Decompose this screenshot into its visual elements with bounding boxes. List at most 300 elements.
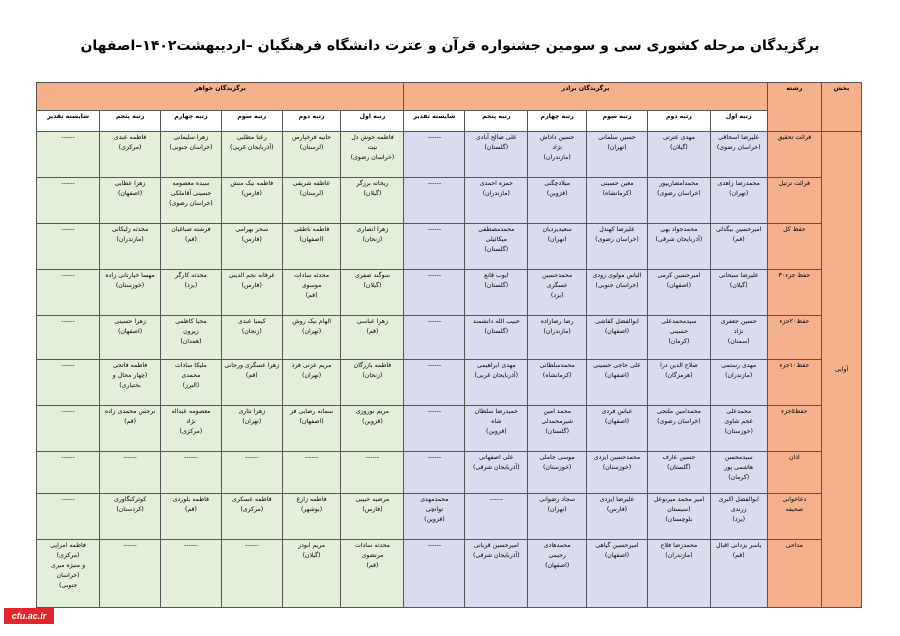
winner-line: (خراسان رضوی) (716, 144, 761, 151)
table-row (37, 360, 862, 406)
girls-winner-cell (341, 360, 404, 406)
winner-line: (گیلان) (669, 144, 688, 151)
winner-line: محمدرضا زاهدی (717, 180, 760, 187)
winner-line: کیمیا عبدی (237, 318, 266, 325)
winner-line: (مازندران) (725, 372, 753, 379)
winner-line: فرشته صباغیان (171, 226, 211, 233)
field-line: حفظ کل (783, 226, 806, 233)
winner-line: هاشمی پور (724, 464, 754, 471)
winner-line: بلوچستان) (665, 516, 693, 523)
boys-winner-cell (528, 452, 587, 494)
page-title: برگزیدگان مرحله کشوری سی و سومین جشنواره قرآن و عترت دانشگاه فرهنگیان –اردیبهشت۱۴۰۲–اصفهان (80, 38, 820, 54)
field-line: اذان (788, 454, 800, 461)
winner-line: حمزه احمدی (479, 180, 513, 187)
winner-line: مهسا خیارتانی زاده (105, 272, 155, 279)
girls-winner-cell (160, 270, 221, 316)
winner-line: (گلستان) (545, 428, 569, 435)
winner-line: محمدسلطانی (539, 362, 575, 369)
winner-line: فاطمه فاتحی (112, 362, 148, 369)
winner-line: مرضیه حبیبی (355, 496, 390, 503)
girls-winner-cell (221, 224, 282, 270)
field-cell (767, 452, 822, 494)
winner-line: مریم نوروزی (355, 408, 390, 415)
winner-line: علی صالح آبادی (475, 134, 517, 141)
winner-line: شاه (491, 418, 502, 425)
winner-line: معین حسینی (600, 180, 634, 187)
boys-rank-header: رتبه دوم (647, 111, 710, 132)
boys-winner-cell (404, 494, 465, 540)
winner-line: زهرا نثاری (238, 408, 266, 415)
winner-line: (گیلان) (363, 190, 382, 197)
boys-winner-cell (528, 494, 587, 540)
girls-rank-header: رتبه دوم (282, 111, 341, 132)
boys-winner-cell (404, 452, 465, 494)
girls-winner-cell (100, 316, 161, 360)
boys-winner-cell (404, 224, 465, 270)
winner-line: زهرا حسینی (114, 318, 146, 325)
winner-line: (خوزستان) (115, 282, 145, 289)
winner-line: (خراسان رضوی) (657, 190, 701, 197)
winner-line: (تهران) (242, 418, 262, 425)
winner-line: سحر بهرامی (235, 226, 269, 233)
table-row (37, 178, 862, 224)
winner-line: (گلستان) (484, 246, 509, 253)
winner-line: ------ (61, 454, 75, 461)
winner-line: علیرضا ایزدی (599, 496, 635, 503)
boys-winner-cell (404, 316, 465, 360)
boys-winner-cell (528, 540, 587, 608)
winner-line: امیرحسین کرمی (657, 272, 701, 279)
winner-line: سیدمحسن (724, 454, 753, 461)
girls-rank-header: رتبه سوم (221, 111, 282, 132)
girls-winner-cell (341, 224, 404, 270)
winner-line: (سمنان) (727, 338, 750, 345)
winner-line: الیاس مولوی رودی (592, 272, 642, 279)
girls-winner-cell (160, 178, 221, 224)
boys-winner-cell (710, 224, 767, 270)
winner-line: رحیمی (548, 552, 566, 559)
winner-line: ------ (61, 362, 75, 369)
winner-line: (خراسان رضوی) (169, 200, 213, 207)
winner-line: محمدمهدی (420, 496, 449, 503)
boys-winner-cell (710, 494, 767, 540)
winner-line: ------ (427, 226, 442, 233)
boys-winner-cell (528, 132, 587, 178)
section-cell: آوایی (822, 132, 862, 608)
winner-line: (همدان) (180, 338, 202, 345)
table-row (37, 494, 862, 540)
boys-winner-cell (710, 270, 767, 316)
field-line: حفظ۲۰جزء (779, 318, 810, 325)
winner-line: مرتضوی (361, 552, 384, 559)
boys-winner-cell (528, 406, 587, 452)
boys-winner-cell (710, 316, 767, 360)
winner-line: (کرمانشاه) (602, 190, 632, 197)
winner-line: ------ (123, 542, 137, 549)
girls-winner-cell (221, 406, 282, 452)
girls-winner-cell (100, 132, 161, 178)
winner-line: زهرا سلیمانی (173, 134, 209, 141)
boys-winner-cell (710, 178, 767, 224)
winner-line: محمدی (181, 372, 201, 379)
winner-line: (لرستان) (299, 190, 324, 197)
winner-line: ------ (245, 542, 259, 549)
girls-winner-cell (100, 540, 161, 608)
winner-line: سجاد رضوانی (539, 496, 576, 503)
winner-line: نژاد (733, 328, 744, 335)
winner-line: مریم عزتی فرد (291, 362, 332, 369)
winner-line: عجم شاوی (724, 418, 754, 425)
boys-winner-cell (647, 316, 710, 360)
boys-winner-cell (404, 132, 465, 178)
girls-winner-cell (282, 132, 341, 178)
boys-rank-header: رتبه اول (710, 111, 767, 132)
girls-winner-cell (37, 132, 100, 178)
boys-winner-cell (465, 360, 528, 406)
winner-line: محمدهادی (543, 542, 571, 549)
girls-winner-cell (100, 270, 161, 316)
winner-line: (قم) (245, 372, 258, 379)
winner-line: صلاح الدین درا (660, 362, 698, 369)
winner-line: ------ (245, 454, 259, 461)
table-row (37, 132, 862, 178)
winner-line: ------ (427, 134, 442, 141)
table-row (37, 406, 862, 452)
winner-line: محمدامضاریپور (659, 180, 699, 187)
winner-line: (کردستان) (116, 506, 144, 513)
winner-line: علیرضا کهندل (599, 226, 635, 233)
boys-winner-cell (404, 360, 465, 406)
boys-winner-cell (465, 540, 528, 608)
winner-line: (اصفهان) (666, 282, 692, 289)
boys-winner-cell (647, 452, 710, 494)
winner-line: محمدحسین (542, 272, 573, 279)
winner-line: (قم) (732, 236, 745, 243)
boys-winner-cell (528, 224, 587, 270)
winner-line: (مازندران) (482, 190, 510, 197)
winner-line: امیرحسین قربانی (473, 542, 519, 549)
winner-line: (مازندران) (543, 328, 571, 335)
girls-winner-cell (341, 316, 404, 360)
boys-winner-cell (710, 452, 767, 494)
girls-winner-cell (160, 224, 221, 270)
winner-line: ------ (427, 454, 442, 461)
winner-line: (کرمانشاه) (542, 372, 572, 379)
winner-line: رعنا مطلبی (236, 134, 267, 141)
winner-line: نژاد (186, 418, 196, 425)
winner-line: علیرضا اسحاقی (718, 134, 760, 141)
girls-winner-cell (282, 406, 341, 452)
boys-winner-cell (528, 178, 587, 224)
winner-line: مهدی ابراهیمی (476, 362, 516, 369)
girls-winner-cell (100, 360, 161, 406)
girls-winner-cell (221, 360, 282, 406)
winner-line: نژاد (552, 144, 562, 151)
girls-winner-cell (160, 316, 221, 360)
girls-winner-cell (160, 452, 221, 494)
girls-winner-cell (160, 540, 221, 608)
girls-winner-cell (100, 452, 161, 494)
winner-line: حسین سلمانی (598, 134, 636, 141)
girls-winner-cell (100, 406, 161, 452)
winner-line: علیرضا سبحانی (718, 272, 759, 279)
winner-line: (مرکزی) (118, 144, 142, 151)
girls-winner-cell (100, 178, 161, 224)
winner-line: فاطمه بازرگان (353, 362, 392, 369)
winner-line: (کرمان) (728, 474, 750, 481)
winner-line: (تهران) (302, 328, 322, 335)
winner-line: (خراسان رضوی) (595, 236, 639, 243)
boys-winner-cell (647, 540, 710, 608)
boys-winner-cell (404, 540, 465, 608)
winner-line: ------ (61, 318, 75, 325)
girls-winner-cell (160, 360, 221, 406)
winner-line: محمدامین ملتجی (656, 408, 701, 415)
winner-line: (فارس) (241, 236, 262, 243)
winner-line: امیر محمد میرنوعل (653, 496, 705, 503)
girls-winner-cell (221, 540, 282, 608)
winner-line: زهرا انصاری (356, 226, 389, 233)
winner-line: (قم) (184, 236, 197, 243)
winner-line: حسینی آقاملکی (170, 190, 212, 197)
boys-winner-cell (465, 132, 528, 178)
winner-line: (خوزستان) (543, 464, 572, 471)
winner-line: ------ (427, 272, 442, 279)
girls-winner-cell (221, 270, 282, 316)
girls-winner-cell (100, 494, 161, 540)
winner-line: حسین عارف (662, 454, 696, 461)
winner-line: ------ (304, 454, 319, 461)
girls-winner-cell (282, 316, 341, 360)
winner-line: (آذربایجان شرقی) (655, 236, 703, 243)
winner-line: (اصفهان) (604, 552, 630, 559)
winner-line: حسین جعفری (720, 318, 757, 325)
winner-line: (گیلان) (363, 282, 382, 289)
winner-line: ------ (184, 454, 198, 461)
winner-line: (لرستان) (299, 144, 324, 151)
field-cell (767, 316, 822, 360)
boys-winner-cell (647, 406, 710, 452)
winner-line: زهرا عسگری ورجانی (224, 362, 280, 369)
boys-winner-cell (647, 494, 710, 540)
winner-line: فاطمه عسکری (232, 496, 272, 503)
header-field: رشته (767, 83, 822, 132)
girls-winner-cell (160, 494, 221, 540)
winner-line: (فارس) (606, 506, 628, 513)
girls-winner-cell (221, 132, 282, 178)
winner-line: نیت (367, 144, 378, 151)
winner-line: محمدرضا فلاح (660, 542, 698, 549)
boys-winner-cell (587, 132, 648, 178)
winner-line: (یزد) (184, 282, 198, 289)
field-cell (767, 406, 822, 452)
winner-line: (گلستان) (484, 144, 509, 151)
boys-winner-cell (587, 224, 648, 270)
boys-rank-header: شایسته تقدیر (404, 111, 465, 132)
winner-line: (قزوین) (362, 418, 383, 425)
winner-line: موسوی (301, 282, 322, 289)
winner-line: الهام نیک روش (292, 318, 331, 325)
header-girls: برگزیدگان خواهر (37, 83, 404, 111)
winner-line: (کرمان) (668, 338, 690, 345)
boys-winner-cell (404, 270, 465, 316)
winner-line: توانچی (425, 506, 444, 513)
winner-line: زهرا عطایی (114, 180, 146, 187)
winner-line: نرجس محمدی زاده (104, 408, 156, 415)
winner-line: ------ (123, 454, 137, 461)
girls-winner-cell (37, 270, 100, 316)
winner-line: (اصفهان) (545, 562, 570, 569)
winner-line: (خراسان رضوی) (657, 418, 701, 425)
winner-line: (تهران) (729, 190, 749, 197)
winner-line: زهرا عباسی (356, 318, 389, 325)
winner-line: (البرز) (182, 382, 200, 389)
header-section: بخش (822, 83, 862, 132)
field-line: حفظ جزء۳۰ (778, 272, 811, 279)
winner-line: (گلستان) (484, 328, 509, 335)
winner-line: حسین داداش (539, 134, 575, 141)
winner-line: (خراسان جنوبی) (595, 282, 639, 289)
winner-line: محمدجواد بهی (660, 226, 698, 233)
boys-winner-cell (528, 316, 587, 360)
winner-line: عباس فردی (601, 408, 633, 415)
winner-line: عسگری (546, 282, 568, 289)
winner-line: (آذربایجان غربی) (474, 372, 519, 379)
girls-rank-header: شایسته تقدیر (37, 111, 100, 132)
boys-winner-cell (404, 406, 465, 452)
winner-line: علی حاجی حسینی (593, 362, 641, 369)
winner-line: موسی جاملی (539, 454, 575, 461)
winner-line: عاطفه شریفی (292, 180, 331, 187)
winner-line: (قزوین) (546, 190, 568, 197)
girls-winner-cell (37, 540, 100, 608)
winner-line: (خوزستان) (602, 464, 632, 471)
winner-line: ------ (427, 408, 442, 415)
boys-winner-cell (710, 132, 767, 178)
winner-line: (مازندران) (116, 236, 144, 243)
winner-line: محمد امین (543, 408, 572, 415)
winner-line: (اصفهان) (299, 418, 324, 425)
field-cell (767, 224, 822, 270)
winner-line: (گیلان) (729, 282, 748, 289)
winner-line: سعیدیزدیان (542, 226, 572, 233)
girls-winner-cell (37, 406, 100, 452)
winner-line: (قم) (124, 418, 136, 425)
winner-line: ------ (61, 180, 75, 187)
girls-winner-cell (37, 178, 100, 224)
boys-winner-cell (647, 270, 710, 316)
boys-winner-cell (647, 224, 710, 270)
winner-line: (اصفهان) (117, 190, 143, 197)
winner-line: (مازندران) (665, 552, 693, 559)
girls-winner-cell (37, 316, 100, 360)
winner-line: (قم) (366, 562, 379, 569)
winner-line: (خوزستان) (724, 428, 753, 435)
girls-winner-cell (221, 316, 282, 360)
girls-winner-cell (341, 178, 404, 224)
field-line: حفظ۵جزء (781, 408, 808, 415)
winner-line: ایوب قانع (484, 272, 509, 279)
winner-line: ------ (427, 362, 442, 369)
field-cell (767, 178, 822, 224)
winner-line: محیا کاظمی (175, 318, 207, 325)
winner-line: (اصفهان) (299, 236, 324, 243)
winner-line: محمدحسین ایزدی (593, 454, 641, 461)
winner-line: (گیلان) (302, 552, 321, 559)
field-line: حفظ۱۰جزء (779, 362, 810, 369)
boys-winner-cell (710, 540, 767, 608)
winner-line: ------ (61, 272, 75, 279)
girls-winner-cell (282, 452, 341, 494)
girls-winner-cell (282, 494, 341, 540)
winner-line: (آذربایجان شرقی) (472, 464, 520, 471)
boys-winner-cell (465, 270, 528, 316)
girls-winner-cell (282, 224, 341, 270)
boys-winner-cell (465, 406, 528, 452)
winner-line: حانیه فرخپارس (292, 134, 332, 141)
winner-line: ابوالفضل اکبری (718, 496, 759, 503)
winner-line: (اصفهان) (604, 328, 630, 335)
boys-winner-cell (465, 452, 528, 494)
table-row (37, 452, 862, 494)
winner-line: (خراسان جنوبی) (169, 144, 213, 151)
winner-line: فاطمه نیک منش (230, 180, 274, 187)
girls-winner-cell (221, 452, 282, 494)
winner-line: (تهران) (302, 372, 322, 379)
boys-winner-cell (647, 132, 710, 178)
girls-winner-cell (282, 360, 341, 406)
winner-line: (اصفهان) (117, 328, 143, 335)
winner-line: زیرون (183, 328, 199, 335)
field-line: دعاخوانی (782, 496, 807, 503)
girls-rank-header: رتبه پنجم (100, 111, 161, 132)
boys-winner-cell (587, 316, 648, 360)
winner-line: فاطمه عبدی (113, 134, 147, 141)
winner-line: مهدی رستمی (721, 362, 757, 369)
winner-line: (خراسان رضوی) (350, 154, 395, 161)
winner-line: (قزوین) (486, 428, 507, 435)
winner-line: (زنجان) (362, 236, 383, 243)
boys-winner-cell (465, 178, 528, 224)
field-cell (767, 540, 822, 608)
field-line: مداحی (785, 542, 803, 549)
table-row (37, 316, 862, 360)
winner-line: (فارس) (241, 190, 262, 197)
winner-line: ریحانه برزگر (356, 180, 389, 187)
boys-winner-cell (587, 406, 648, 452)
winner-line: محدثه کارگر (175, 272, 207, 279)
winner-line: فاطمه زارع (296, 496, 327, 503)
girls-winner-cell (37, 494, 100, 540)
boys-winner-cell (647, 360, 710, 406)
girls-winner-cell (37, 224, 100, 270)
winner-line: امیرحسین بیگدلی (715, 226, 762, 233)
winner-line: (گلستان) (667, 464, 691, 471)
winner-line: (گلستان) (484, 282, 509, 289)
winner-line: ------ (61, 496, 75, 503)
winner-line: (خراسان (56, 572, 80, 579)
winner-line: (اصفهان) (604, 372, 630, 379)
field-cell (767, 494, 822, 540)
boys-winner-cell (587, 494, 648, 540)
girls-winner-cell (341, 406, 404, 452)
winner-line: ------ (61, 134, 75, 141)
girls-winner-cell (282, 178, 341, 224)
winner-line: (تهران) (547, 506, 567, 513)
field-cell (767, 132, 822, 178)
boys-winner-cell (710, 360, 767, 406)
winner-line: مریم ابودر (298, 542, 326, 549)
